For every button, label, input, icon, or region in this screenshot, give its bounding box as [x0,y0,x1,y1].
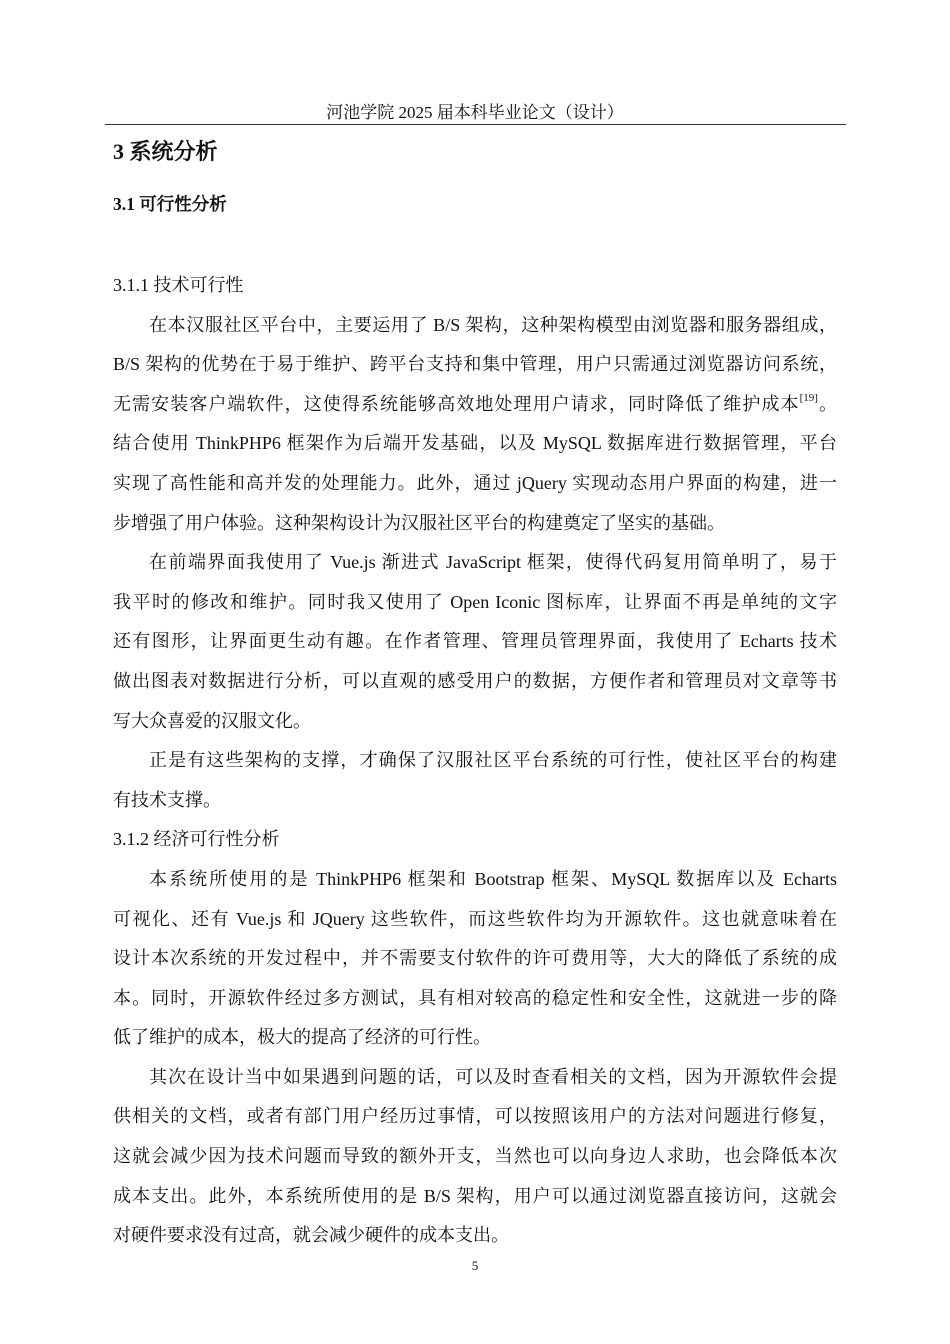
paragraph [113,741,837,820]
citation-marker: [19] [799,391,818,404]
text-line: 本。同时，开源软件经过多方测试，具有相对较高的稳定性和安全性，这就进一步的降 [113,987,837,1008]
paragraph [113,543,837,741]
text-line: 可视化、还有 Vue.js 和 JQuery 这些软件，而这些软件均为开源软件。这也就意味着在 [113,908,837,929]
text-line: 正是有这些架构的支撑，才确保了汉服社区平台系统的可行性，使社区平台的构建 [149,750,837,771]
section-title: 3.1 可行性分析 [113,194,227,214]
text-line: 我平时的修改和维护。同时我又使用了 Open Iconic 图标库，让界面不再是单纯的文字 [113,591,837,612]
subsection-heading [113,820,837,860]
text-line: 写大众喜爱的汉服文化。 [113,710,311,731]
text-line: 步增强了用户体验。这种架构设计为汉服社区平台的构建奠定了坚实的基础。 [113,512,725,533]
body-text [113,266,837,1256]
text-line: 对硬件要求没有过高，就会减少硬件的成本支出。 [113,1225,509,1246]
text-line: 3.1.2 经济可行性分析 [113,829,280,850]
paragraph [113,306,837,544]
text-line: 供相关的文档，或者有部门用户经历过事情，可以按照该用户的方法对问题进行修复， [113,1106,837,1127]
text-line: 3.1.1 技术可行性 [113,275,244,295]
text-line: 实现了高性能和高并发的处理能力。此外，通过 jQuery 实现动态用户界面的构建，进一 [113,472,837,493]
text-line: 这就会减少因为技术问题而导致的额外开支，当然也可以向身边人求助，也会降低本次 [113,1146,837,1167]
header-rule [105,124,846,125]
text-line: 无需安装客户端软件，这使得系统能够高效地处理用户请求，同时降低了维护成本[19]。 [113,391,838,414]
chapter-title: 3 系统分析 [113,139,218,164]
subsection-heading [113,266,837,306]
text-line: 做出图表对数据进行分析，可以直观的感受用户的数据，方便作者和管理员对文章等书 [113,670,837,691]
text-line: 其次在设计当中如果遇到问题的话，可以及时查看相关的文档，因为开源软件会提 [149,1066,837,1087]
text-line: 本系统所使用的是 ThinkPHP6 框架和 Bootstrap 框架、MySQL 数据库以及 Echarts [149,868,837,889]
text-line: 低了维护的成本，极大的提高了经济的可行性。 [113,1027,491,1048]
text-line: 有技术支撑。 [113,789,221,810]
text-line: 在本汉服社区平台中，主要运用了 B/S 架构，这种架构模型由浏览器和服务器组成， [149,314,837,335]
paragraph [113,860,837,1058]
text-line: 成本支出。此外，本系统所使用的是 B/S 架构，用户可以通过浏览器直接访问，这就会 [113,1185,837,1206]
text-line: 结合使用 ThinkPHP6 框架作为后端开发基础，以及 MySQL 数据库进行数据管理，平台 [113,433,837,454]
page-number: 5 [471,1258,479,1273]
text-line: B/S 架构的优势在于易于维护、跨平台支持和集中管理，用户只需通过浏览器访问系统， [113,354,837,375]
running-header: 河池学院 2025 届本科毕业论文（设计） [326,103,624,122]
text-line: 在前端界面我使用了 Vue.js 渐进式 JavaScript 框架，使得代码复用简单明了，易于 [149,552,837,573]
text-line: 还有图形，让界面更生动有趣。在作者管理、管理员管理界面，我使用了 Echarts 技术 [113,631,837,652]
text-line: 设计本次系统的开发过程中，并不需要支付软件的许可费用等，大大的降低了系统的成 [113,948,837,969]
paragraph [113,1058,837,1256]
